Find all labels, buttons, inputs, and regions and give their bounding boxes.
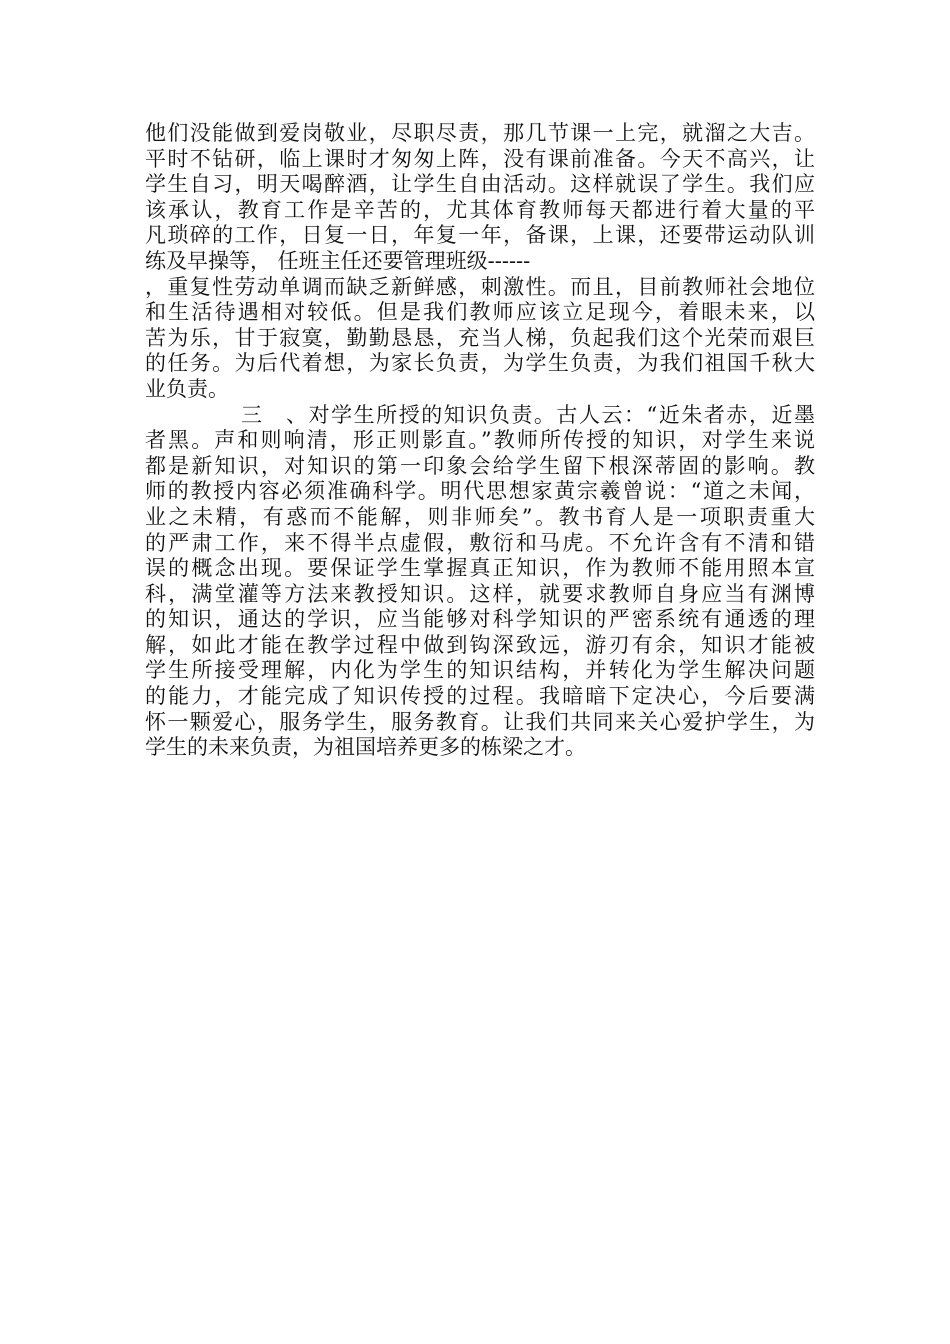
text-line: 他们没能做到爱岗敬业，尽职尽责，那几节课一上完，就溜之大吉。 [145,121,815,145]
text-line: 的严肃工作，来不得半点虚假，敷衍和马虎。不允许含有不清和错 [145,530,815,555]
text-line: 练及早操等， 任班主任还要管理班级------ [145,248,531,273]
text-line: 者黑。声和则响清，形正则影直。”教师所传授的知识，对学生来说 [145,428,815,453]
text-line: 都是新知识，对知识的第一印象会给学生留下根深蒂固的影响。教 [145,453,815,478]
text-line: 怀一颗爱心，服务学生，服务教育。让我们共同来关心爱护学生，为 [145,709,815,734]
text-line: 误的概念出现。要保证学生掌握真正知识，作为教师不能用照本宣 [145,556,815,581]
text-line: 的能力，才能完成了知识传授的过程。我暗暗下定决心，今后要满 [145,684,815,709]
body-text [145,121,815,761]
text-line: 学生所接受理解，内化为学生的知识结构，并转化为学生解决问题 [145,658,815,683]
text-line: 凡琐碎的工作，日复一日，年复一年，备课，上课，还要带运动队训 [145,223,815,248]
text-line: 学生的未来负责，为祖国培养更多的栋梁之才。 [145,735,586,760]
text-line: 业之未精，有惑而不能解，则非师矣”。教书育人是一项职责重大 [145,504,815,529]
text-line: 的任务。为后代着想，为家长负责，为学生负责，为我们祖国千秋大 [145,351,815,376]
text-line: 苦为乐，甘于寂寞，勤勤恳恳，充当人梯，负起我们这个光荣而艰巨 [145,325,815,350]
text-line: 的知识，通达的学识，应当能够对科学知识的严密系统有通透的理 [145,607,815,632]
section-heading-line: 三 、对学生所授的知识负责。古人云：“近朱者赤，近墨 [241,402,815,427]
text-line: ，重复性劳动单调而缺乏新鲜感，刺激性。而且，目前教师社会地位 [145,274,815,299]
text-line: 科，满堂灌等方法来教授知识。这样，就要求教师自身应当有渊博 [145,581,815,606]
text-line: 业负责。 [145,376,229,401]
text-line: 平时不钻研，临上课时才匆匆上阵，没有课前准备。今天不高兴，让 [145,146,815,171]
text-line: 该承认，教育工作是辛苦的，尤其体育教师每天都进行着大量的平 [145,197,815,222]
text-line: 和生活待遇相对较低。但是我们教师应该立足现今，着眼未来，以 [145,300,815,325]
text-line: 解，如此才能在教学过程中做到钩深致远，游刃有余，知识才能被 [145,632,815,657]
text-line: 学生自习，明天喝醉酒，让学生自由活动。这样就误了学生。我们应 [145,172,815,197]
text-line: 师的教授内容必须准确科学。明代思想家黄宗羲曾说：“道之未闻， [145,479,815,504]
